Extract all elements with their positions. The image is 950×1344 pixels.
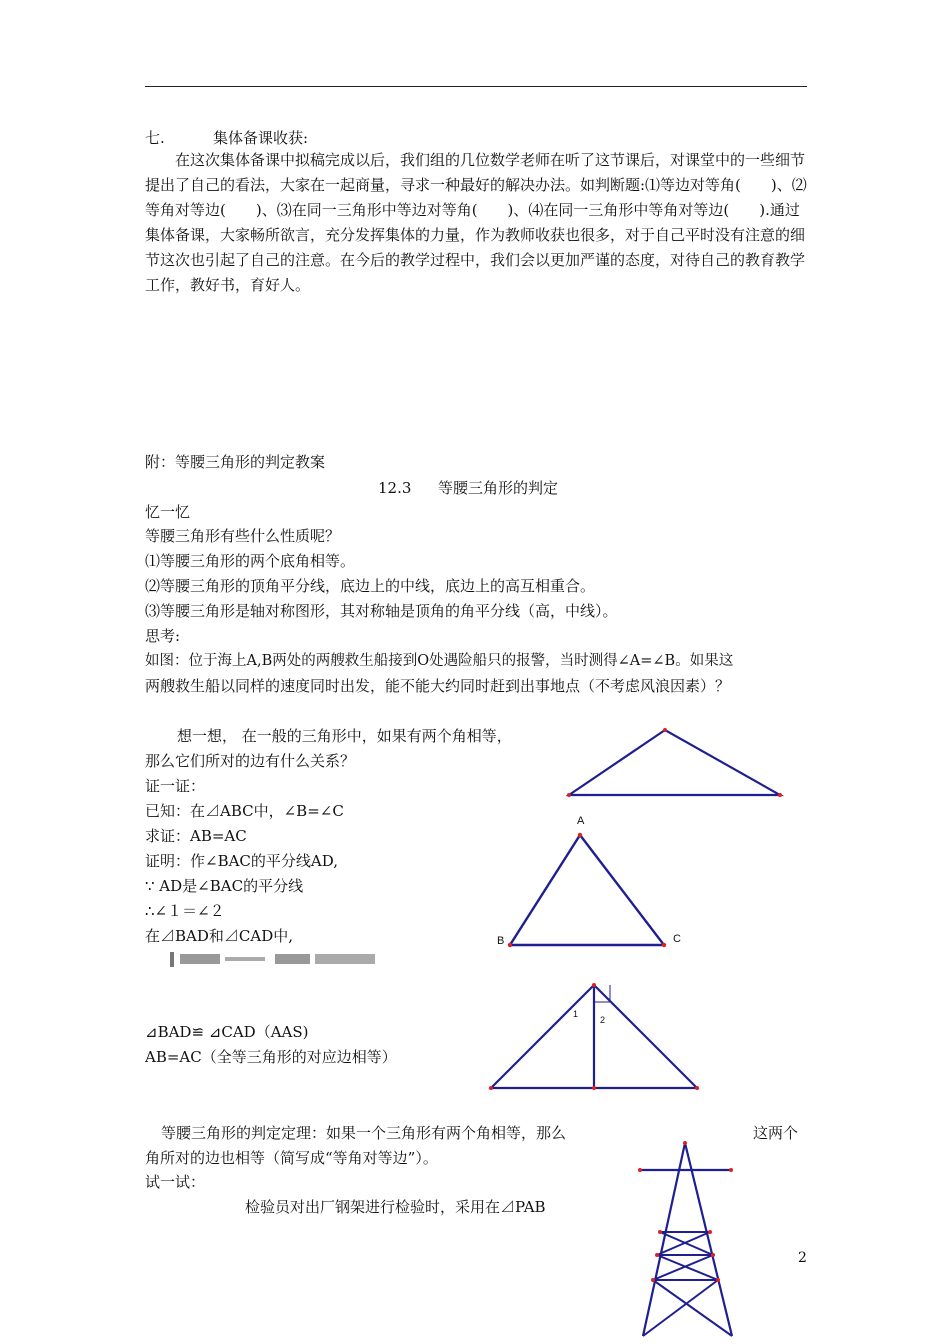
proof-in-triangles: 在⊿BAD和⊿CAD中,: [145, 927, 293, 945]
proof-heading: 证一证：: [145, 777, 206, 795]
vertex-label-c: C: [673, 933, 681, 945]
reflection-paragraph: 在这次集体备课中拟稿完成以后，我们组的几位数学老师在听了这节课后，对课堂中的一些细节提出了自己的看法，大家在一起商量，寻求一种最好的解决办法。如判断题:⑴等边对等角( )、⑵等角对等边( )、⑶在同一三角形中等边对等角( )、⑷在同一三角形中等角对等边( ).通过集体备课，大家畅所欲言，充分发挥集体的力量，作为教师收获也很多，对于自己平时没有注意的细节这次也引起了自己的注意。在今后的教学过程中，我们会以更加严谨的态度，对待自己的教育教学工作，教好书，育好人。: [145, 151, 807, 294]
try-heading: 试一试：: [145, 1173, 206, 1191]
recall-item-3: ⑶等腰三角形是轴对称图形，其对称轴是顶角的角平分线（高，中线）。: [145, 602, 618, 620]
proof-congruent: ⊿BAD≌ ⊿CAD（AAS): [145, 1023, 309, 1041]
section-heading-text: 集体备课收获:: [213, 129, 309, 147]
think-heading: 思考:: [145, 627, 181, 645]
ponder-line-1: 想一想， 在一般的三角形中，如果有两个角相等，: [177, 727, 512, 745]
proof-given: 已知：在⊿ABC中，∠B=∠C: [145, 802, 344, 820]
appendix-label: 附：等腰三角形的判定教案: [145, 453, 326, 471]
angle-label-2: 2: [600, 1015, 606, 1025]
proof-since: ∵ AD是∠BAC的平分线: [145, 877, 304, 895]
isosceles-triangle-abc-figure: [508, 833, 666, 947]
steel-tower-figure: [638, 1141, 733, 1336]
try-line-1: 检验员对出厂钢架进行检验时，采用在⊿PAB: [245, 1198, 546, 1216]
ponder-line-2: 那么它们所对的边有什么关系？: [145, 752, 356, 770]
section-heading-number: 七.: [145, 129, 165, 147]
recall-heading: 忆一忆: [145, 503, 191, 521]
recall-question: 等腰三角形有些什么性质呢？: [145, 527, 341, 545]
lesson-title-number: 12.3: [378, 479, 412, 497]
theorem-line-2: 角所对的边也相等（简写成“等角对等边”）。: [145, 1149, 438, 1167]
obtuse-triangle-figure: [567, 728, 782, 797]
bisector-triangle-figure: [489, 983, 699, 1090]
think-line-1: 如图：位于海上A,B两处的两艘救生船接到O处遇险船只的报警，当时测得∠A=∠B。如果这: [145, 653, 734, 669]
theorem-line-1-right: 这两个: [753, 1124, 799, 1142]
proof-to-prove: 求证：AB=AC: [145, 827, 247, 845]
vertex-label-a: A: [577, 815, 585, 827]
recall-item-1: ⑴等腰三角形的两个底角相等。: [145, 552, 356, 570]
think-line-2: 两艘救生船以同样的速度同时出发，能不能大约同时赶到出事地点（不考虑风浪因素）？: [145, 677, 731, 695]
proof-start: 证明：作∠BAC的平分线AD,: [145, 852, 338, 870]
angle-label-1: 1: [573, 1009, 579, 1019]
proof-therefore: ∴∠１＝∠２: [145, 902, 225, 920]
proof-conclusion: AB=AC（全等三角形的对应边相等）: [145, 1048, 397, 1066]
recall-item-2: ⑵等腰三角形的顶角平分线，底边上的中线，底边上的高互相重合。: [145, 577, 596, 595]
page-number: 2: [798, 1250, 807, 1266]
theorem-line-1-left: 等腰三角形的判定定理：如果一个三角形有两个角相等，那么: [161, 1124, 567, 1142]
vertex-label-b: B: [497, 935, 505, 947]
lesson-title-text: 等腰三角形的判定: [438, 479, 559, 497]
